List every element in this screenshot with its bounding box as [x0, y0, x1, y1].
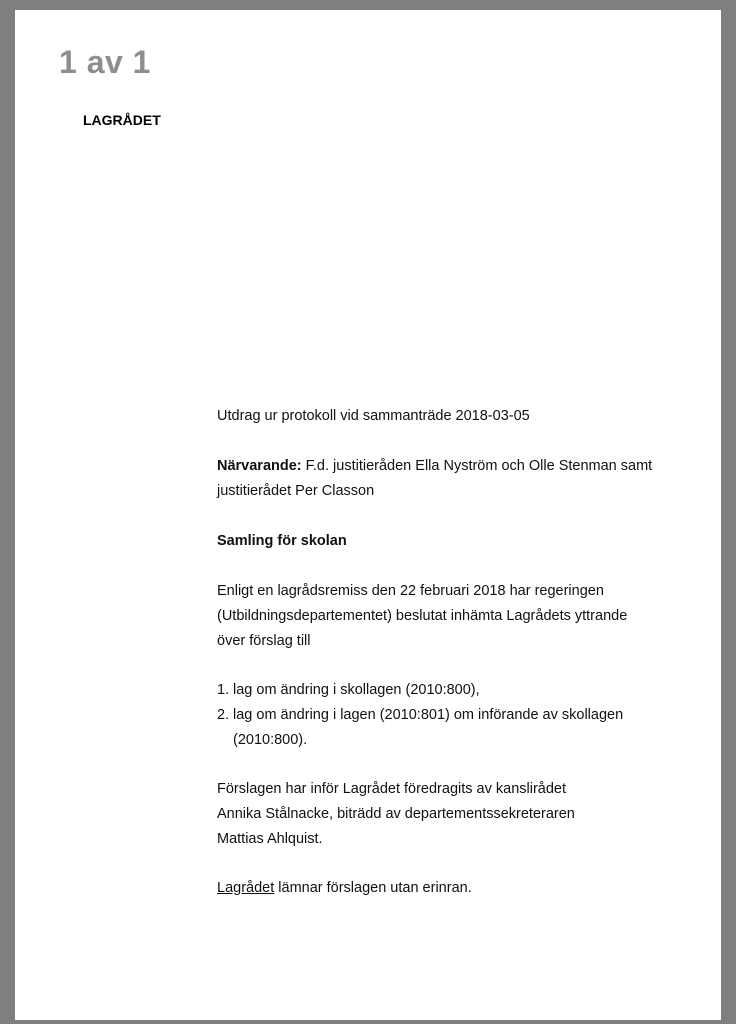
proposal-list — [217, 678, 677, 753]
conclusion-subject-link[interactable]: Lagrådet — [217, 880, 275, 896]
intro-paragraph — [217, 579, 677, 654]
list-item-text: lag om ändring i lagen (2010:801) om införande av skollagen — [233, 707, 624, 723]
intro-line1: Enligt en lagrådsremiss den 22 februari 2018 har regeringen — [217, 583, 604, 599]
conclusion-paragraph — [217, 876, 677, 901]
document-heading: Samling för skolan — [217, 533, 347, 549]
intro-line3: över förslag till — [217, 633, 311, 649]
list-item-text: lag om ändring i skollagen (2010:800), — [233, 682, 480, 698]
presenter-line1: Förslagen har inför Lagrådet föredragits av kanslirådet — [217, 781, 566, 797]
presenter-line3: Mattias Ahlquist. — [217, 831, 323, 847]
list-item — [217, 703, 677, 753]
attendees-line2: justitierådet Per Classon — [217, 483, 375, 499]
list-item — [217, 678, 677, 703]
intro-line2: (Utbildningsdepartementet) beslutat inhämta Lagrådets yttrande — [217, 608, 628, 624]
attendees-label: Närvarande: — [217, 458, 302, 474]
presenter-paragraph — [217, 777, 677, 852]
list-item-number: 2. — [217, 707, 230, 723]
attendees-paragraph — [217, 454, 677, 504]
attendees-line1: F.d. justitieråden Ella Nyström och Olle Stenman samt — [301, 458, 653, 474]
presenter-line2: Annika Stålnacke, biträdd av departementssekreteraren — [217, 806, 575, 822]
organization-name: LAGRÅDET — [83, 112, 161, 128]
excerpt-line: Utdrag ur protokoll vid sammanträde 2018-03-05 — [217, 408, 530, 424]
document-page — [15, 10, 721, 1020]
list-item-number: 1. — [217, 682, 230, 698]
list-item-text-continued: (2010:800). — [233, 732, 308, 748]
conclusion-text: lämnar förslagen utan erinran. — [274, 880, 472, 896]
page-counter: 1 av 1 — [59, 44, 151, 80]
